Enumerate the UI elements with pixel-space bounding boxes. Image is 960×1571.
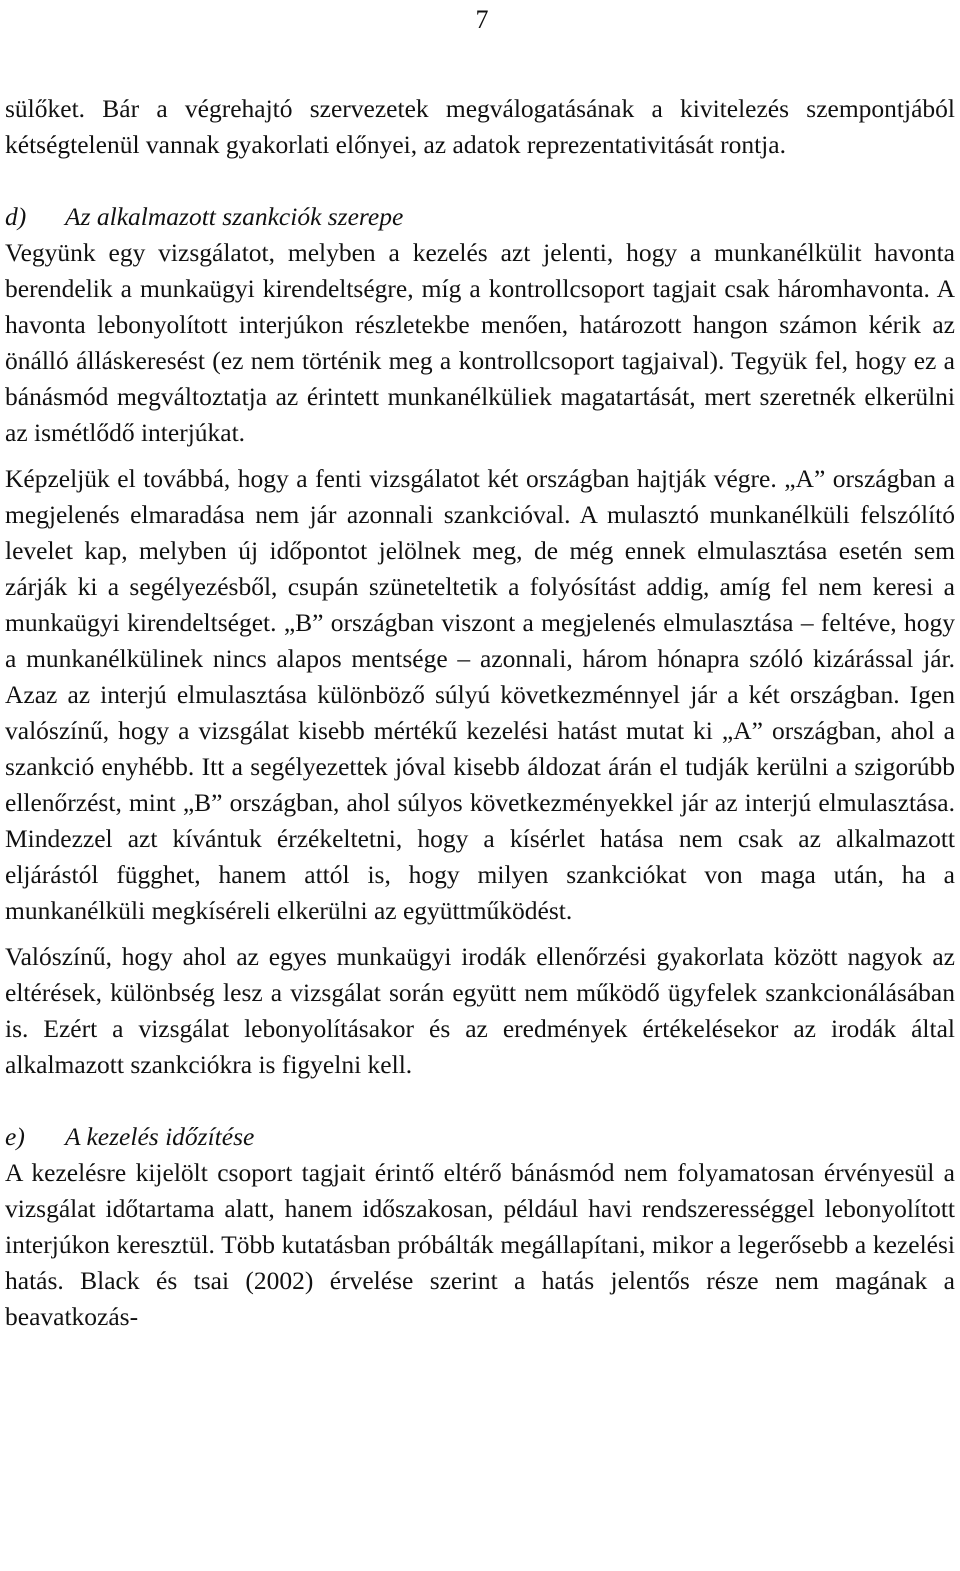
- page-number: 7: [475, 5, 489, 34]
- paragraph: Képzeljük el továbbá, hogy a fenti vizsgálatot két országban hajtják végre. „A” országban a megjelenés elmaradása nem jár azonnali szankcióval. A mulasztó munkanélküli felszólító levelet kap, melyben új időpontot jelölnek meg, de még ennek elmulasztása esetén sem zárják ki a segélyezésből, csupán szüneteltetik a folyósítást addig, amíg fel nem keresi a munkaügyi kirendeltséget. „B” országban viszont a megjelenés elmulasztása – feltéve, hogy a munkanélkülinek nincs alapos mentsége – azonnali, három hónapra szóló kizárással jár. Azaz az interjú elmulasztása különböző súlyú következménnyel jár a két országban. Igen valószínű, hogy a vizsgálat kisebb mértékű kezelési hatást mutat ki „A” országban, ahol a szankció enyhébb. Itt a segélyezettek jóval kisebb áldozat árán el tudják kerülni a szigorúbb ellenőrzést, mint „B” országban, ahol súlyos következményekkel jár az interjú elmulasztása. Mindezzel azt kívántuk érzékeltetni, hogy a kísérlet hatása nem csak az alkalmazott eljárástól függhet, hanem attól is, hogy milyen szankciókat von maga után, ha a munkanélküli megkíséreli elkerülni az együttműködést.: [5, 464, 955, 925]
- paragraph-continued: sülőket. Bár a végrehajtó szervezetek megválogatásának a kivitelezés szempontjából kétségtelenül vannak gyakorlati előnyei, az adatok reprezentativitását rontja.: [5, 94, 955, 159]
- page-body: [5, 91, 955, 1335]
- paragraph: A kezelésre kijelölt csoport tagjait érintő eltérő bánásmód nem folyamatosan érvényesül a vizsgálat időtartama alatt, hanem időszakosan, például havi rendszerességgel lebonyolított interjúkon keresztül. Több kutatásban próbálták megállapítani, mikor a legerősebb a kezelési hatás. Black és tsai (2002) érvelése szerint a hatás jelentős része nem magának a beavatkozás-: [5, 1158, 955, 1331]
- section-heading-e: [5, 1119, 955, 1155]
- paragraph: Valószínű, hogy ahol az egyes munkaügyi irodák ellenőrzési gyakorlata között nagyok az eltérések, különbség lesz a vizsgálat során együtt nem működő ügyfelek szankcionálásában is. Ezért a vizsgálat lebonyolításakor és az eredmények értékelésekor az irodák által alkalmazott szankciókra is figyelni kell.: [5, 942, 955, 1079]
- paragraph: Vegyünk egy vizsgálatot, melyben a kezelés azt jelenti, hogy a munkanélkülit havonta berendelik a munkaügyi kirendeltségre, míg a kontrollcsoport tagjait csak háromhavonta. A havonta lebonyolított interjúkon részletekbe menően, határozott hangon számon kérik az önálló álláskeresést (ez nem történik meg a kontrollcsoport tagjaival). Tegyük fel, hogy ez a bánásmód megváltoztatja az érintett munkanélküliek magatartását, mert szeretnék elkerülni az ismétlődő interjúkat.: [5, 238, 955, 447]
- section-heading-d: [5, 199, 955, 235]
- section-letter: e): [5, 1122, 25, 1151]
- section-letter: d): [5, 202, 27, 231]
- section-title: A kezelés időzítése: [65, 1122, 255, 1151]
- section-title: Az alkalmazott szankciók szerepe: [65, 202, 404, 231]
